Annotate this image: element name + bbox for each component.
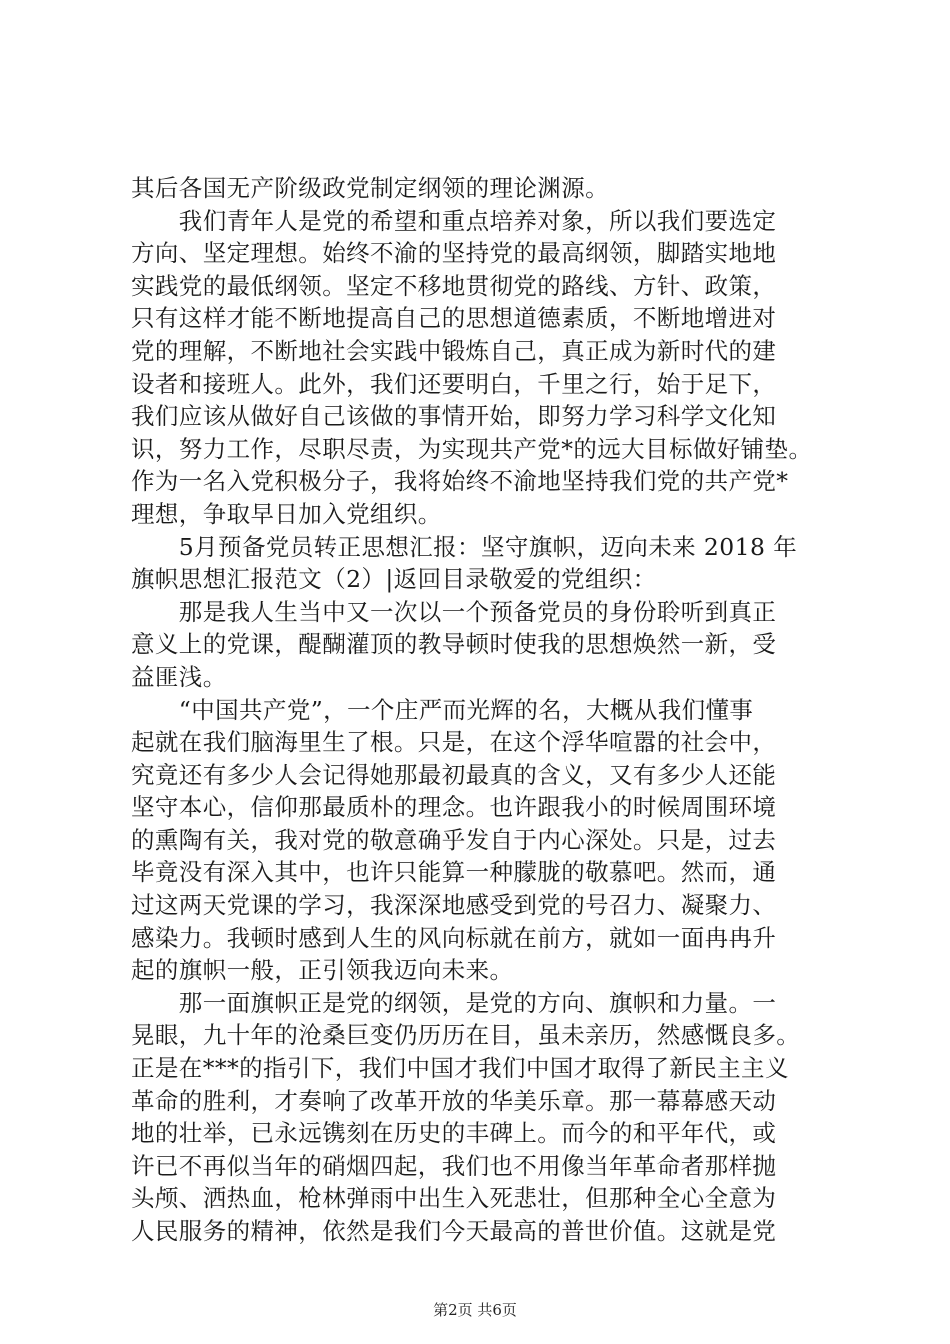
text-line: 起的旗帜一般，正引领我迈向未来。 <box>131 956 514 985</box>
text-line: 设者和接班人。此外，我们还要明白，千里之行，始于足下， <box>131 369 777 398</box>
text-line: 识，努力工作，尽职尽责，为实现共产党*的远大目标做好铺垫。 <box>131 434 813 463</box>
text-line: 益匪浅。 <box>131 662 227 691</box>
text-line: 那一面旗帜正是党的纲领，是党的方向、旗帜和力量。一 <box>131 988 777 1017</box>
text-line: 我们青年人是党的希望和重点培养对象，所以我们要选定 <box>131 206 777 235</box>
text-line: 只有这样才能不断地提高自己的思想道德素质，不断地增进对 <box>131 304 777 333</box>
text-line: 理想，争取早日加入党组织。 <box>131 499 442 528</box>
text-line: 党的理解，不断地社会实践中锻炼自己，真正成为新时代的建 <box>131 336 777 365</box>
text-line: 我们应该从做好自己该做的事情开始，即努力学习科学文化知 <box>131 402 777 431</box>
document-body <box>131 172 831 1248</box>
text-line: 究竟还有多少人会记得她那最初最真的含义，又有多少人还能 <box>131 760 777 789</box>
text-line: 地的壮举，已永远镌刻在历史的丰碑上。而今的和平年代，或 <box>131 1119 777 1148</box>
text-line: 作为一名入党积极分子，我将始终不渝地坚持我们党的共产党* <box>131 467 789 496</box>
text-line: 那是我人生当中又一次以一个预备党员的身份聆听到真正 <box>131 597 777 626</box>
text-line: 正是在***的指引下，我们中国才我们中国才取得了新民主主义 <box>131 1054 789 1083</box>
text-line: 感染力。我顿时感到人生的风向标就在前方，就如一面冉冉升 <box>131 923 777 952</box>
text-line: 实践党的最低纲领。坚定不移地贯彻党的路线、方针、政策， <box>131 271 777 300</box>
text-line: 5月预备党员转正思想汇报：坚守旗帜，迈向未来 2018 年 <box>131 532 798 561</box>
text-line: 人民服务的精神，依然是我们今天最高的普世价值。这就是党 <box>131 1217 777 1245</box>
text-line: “中国共产党”，一个庄严而光辉的名，大概从我们懂事 <box>131 695 754 724</box>
text-line: 坚守本心，信仰那最质朴的理念。也许跟我小的时候周围环境 <box>131 793 777 822</box>
text-line: 其后各国无产阶级政党制定纲领的理论渊源。 <box>131 174 609 202</box>
text-line: 革命的胜利，才奏响了改革开放的华美乐章。那一幕幕感天动 <box>131 1086 777 1115</box>
text-line: 旗帜思想汇报范文（2）|返回目录敬爱的党组织： <box>131 565 657 594</box>
text-line: 晃眼，九十年的沧桑巨变仍历历在目，虽未亲历，然感慨良多。 <box>131 1021 801 1050</box>
text-line: 许已不再似当年的硝烟四起，我们也不用像当年革命者那样抛 <box>131 1151 777 1180</box>
text-line: 头颅、洒热血，枪林弹雨中出生入死悲壮，但那种全心全意为 <box>131 1184 777 1213</box>
text-line: 的熏陶有关，我对党的敬意确乎发自于内心深处。只是，过去 <box>131 825 777 854</box>
text-line: 起就在我们脑海里生了根。只是，在这个浮华喧嚣的社会中， <box>131 728 777 757</box>
text-line: 过这两天党课的学习，我深深地感受到党的号召力、凝聚力、 <box>131 891 777 920</box>
text-line: 毕竟没有深入其中，也许只能算一种朦胧的敬慕吧。然而，通 <box>131 858 777 887</box>
text-line: 意义上的党课，醍醐灌顶的教导顿时使我的思想焕然一新，受 <box>131 630 777 659</box>
page-footer: 第2页 共6页 <box>433 1301 517 1319</box>
text-line: 方向、坚定理想。始终不渝的坚持党的最高纲领，脚踏实地地 <box>131 239 777 268</box>
